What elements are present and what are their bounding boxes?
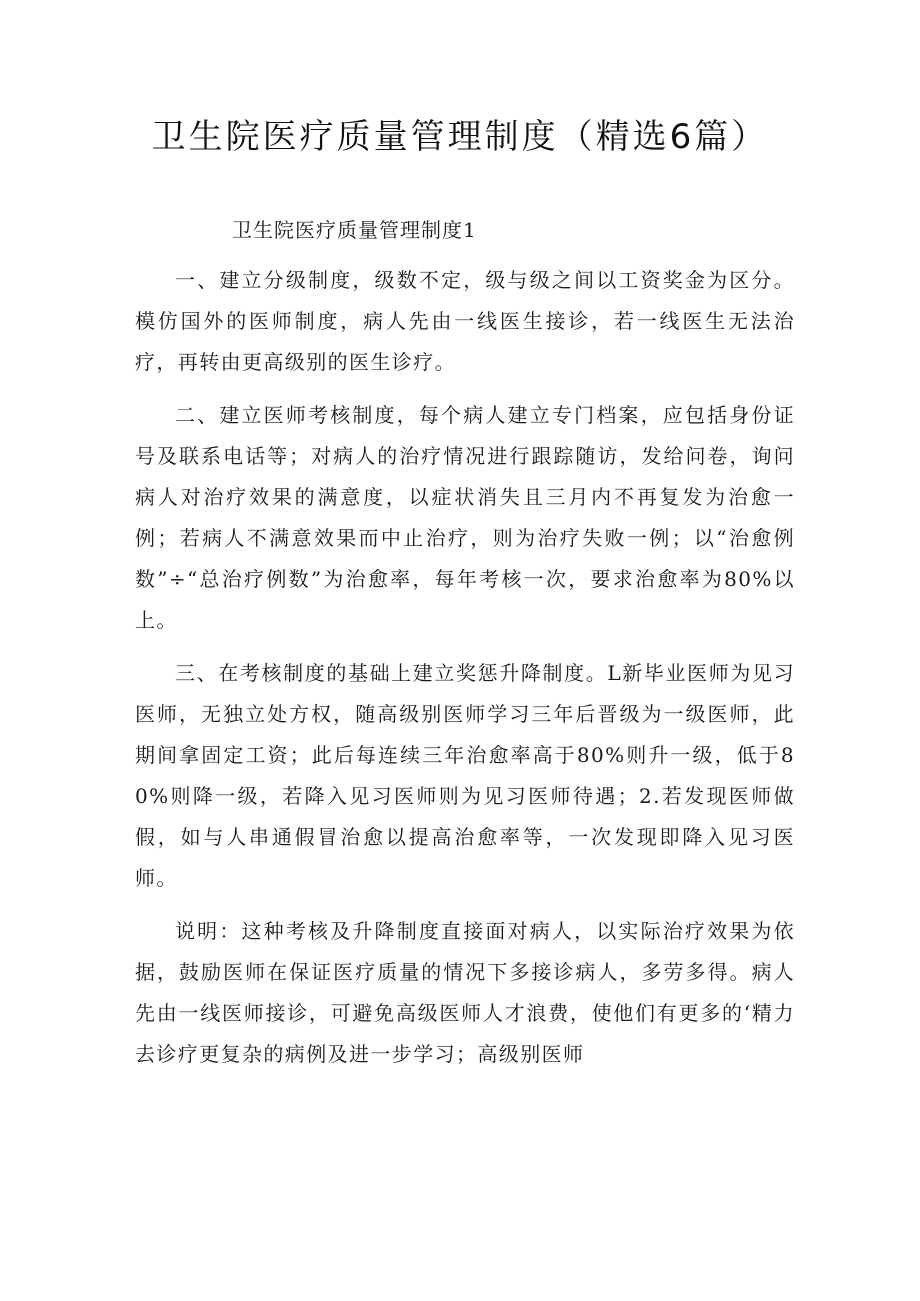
document-body <box>135 260 795 1087</box>
paragraph-3: 三、在考核制度的基础上建立奖惩升降制度。L新毕业医师为见习医师，无独立处方权，随高级别医师学习三年后晋级为一级医师，此期间拿固定工资；此后每连续三年治愈率高于80%则升一级，低于80%则降一级，若降入见习医师则为见习医师待遇；2.若发现医师做假，如与人串通假冒治愈以提高治愈率等，一次发现即降入见习医师。 <box>135 661 795 890</box>
paragraph-1: 一、建立分级制度，级数不定，级与级之间以工资奖金为区分。模仿国外的医师制度，病人先由一线医生接诊，若一线医生无法治疗，再转由更高级别的医生诊疗。 <box>135 268 795 374</box>
section-heading: 卫生院医疗质量管理制度1 <box>232 218 477 242</box>
paragraph-2: 二、建立医师考核制度，每个病人建立专门档案，应包括身份证号及联系电话等；对病人的治疗情况进行跟踪随访，发给问卷，询问病人对治疗效果的满意度，以症状消失且三月内不再复发为治愈一例；若病人不满意效果而中止治疗，则为治疗失败一例；以“治愈例数”÷“总治疗例数”为治愈率，每年考核一次，要求治愈率为80%以上。 <box>135 403 795 632</box>
document-title: 卫生院医疗质量管理制度（精选6篇） <box>151 117 769 157</box>
paragraph-4: 说明：这种考核及升降制度直接面对病人，以实际治疗效果为依据，鼓励医师在保证医疗质量的情况下多接诊病人，多劳多得。病人先由一线医师接诊，可避免高级医师人才浪费，使他们有更多的‘精力去诊疗更复杂的病例及进一步学习；高级别医师 <box>135 919 795 1066</box>
